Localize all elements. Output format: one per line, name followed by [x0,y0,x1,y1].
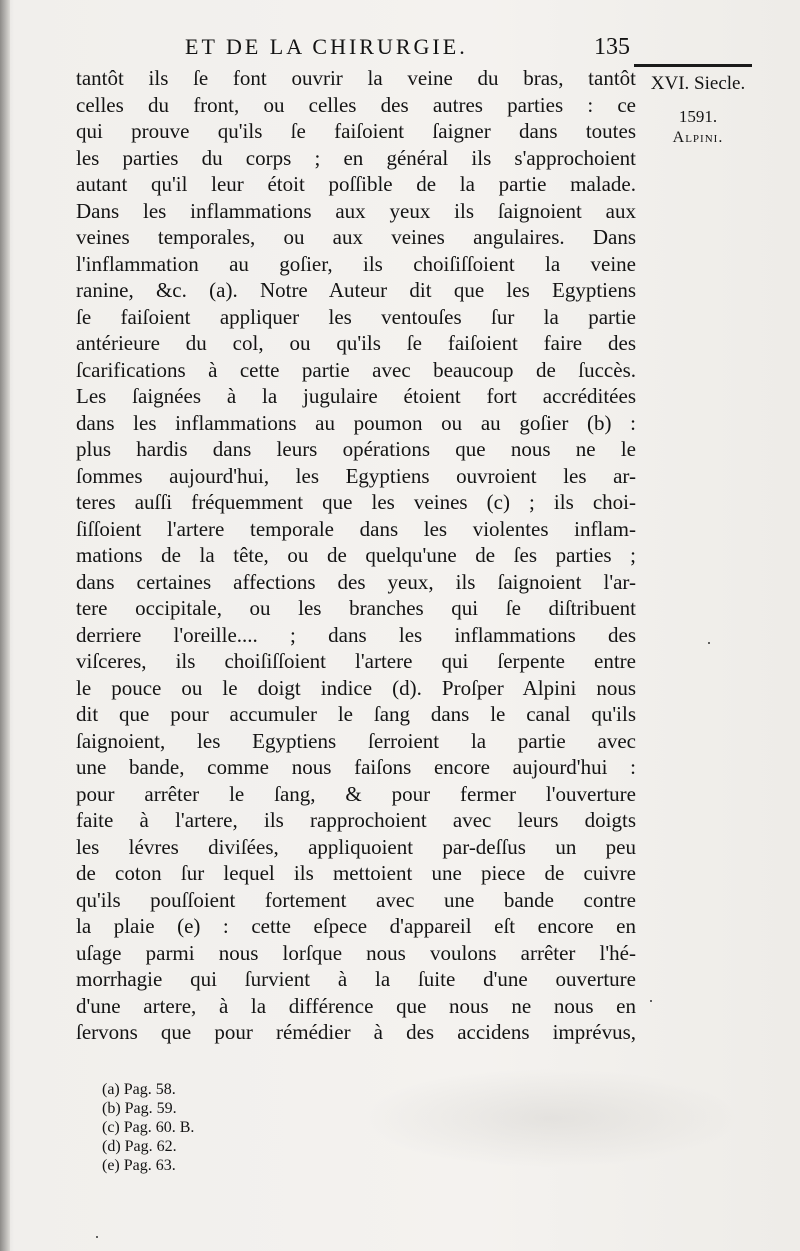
text-line: ſe faiſoient appliquer les ventouſes ſur la partie [76,304,636,329]
text-line: la plaie (e) : cette eſpece d'appareil eſt encore en [76,914,636,938]
text-line: les parties du corps ; en général ils s'approchoient [76,145,636,170]
text-line: ſiſſoient l'artere temporale dans les violentes inflam- [76,516,636,541]
footnotes [102,1080,322,1175]
text-line: faite à l'artere, ils rapprochoient avec leurs doigts [76,808,636,832]
footnote: (e) Pag. 63. [102,1157,176,1174]
text-line: teres auſſi fréquemment que les veines (c) ; ils choi- [76,490,636,514]
margin-century: XVI. Siecle. [650,73,746,94]
text-line: les lévres diviſées, appliquoient par-deſſus un peu [76,834,636,859]
text-line: antérieure du col, ou qu'ils ſe faiſoient faire des [76,331,636,355]
text-line: Dans les inflammations aux yeux ils ſaignoient aux [76,198,636,223]
text-line: viſceres, ils choiſiſſoient l'artere qui ſerpente entre [76,649,636,673]
text-line: ſommes aujourd'hui, les Egyptiens ouvroient les ar- [76,463,636,488]
binding-shadow [0,0,10,1251]
text-line: plus hardis dans leurs opérations que nous ne le [76,437,636,461]
margin-rule [634,64,752,67]
show-through-smudge [360,1068,740,1168]
text-line: Les ſaignées à la jugulaire étoient fort accréditées [76,384,636,408]
text-line: celles du front, ou celles des autres parties : ce [76,92,636,117]
text-line: tantôt ils ſe font ouvrir la veine du bras, tantôt [76,66,636,90]
footnote: (a) Pag. 58. [102,1081,176,1098]
text-line: ſcarifications à cette partie avec beaucoup de ſuccès. [76,357,636,382]
text-line: pour arrêter le ſang, & pour fermer l'ouverture [76,781,636,806]
ink-speck [650,1000,652,1002]
margin-author: Alpini. [672,129,724,146]
text-line: derriere l'oreille.... ; dans les inflammations des [76,622,636,647]
text-line: morrhagie qui ſurvient à la ſuite d'une ouverture [76,967,636,991]
text-line: ſervons que pour rémédier à des accidens imprévus, [76,1020,636,1044]
footnote: (b) Pag. 59. [102,1100,177,1117]
ink-speck [708,642,710,644]
text-line: l'inflammation au goſier, ils choiſiſſoient la veine [76,251,636,276]
text-line: ſaignoient, les Egyptiens ſerroient la partie avec [76,728,636,753]
text-line: qu'ils pouſſoient fortement avec une bande contre [76,887,636,912]
running-title: ET DE LA CHIRURGIE. [185,34,468,59]
text-line: une bande, comme nous faiſons encore aujourd'hui : [76,755,636,779]
page-number: 135 [594,34,630,60]
text-line: mations de la tête, ou de quelqu'une de ſes parties ; [76,543,636,567]
text-line: le pouce ou le doigt indice (d). Proſper Alpini nous [76,675,636,700]
text-line: qui prouve qu'ils ſe faiſoient ſaigner dans toutes [76,119,636,143]
running-head [185,34,630,60]
ink-speck [96,1236,98,1238]
text-line: tere occipitale, ou les branches qui ſe diſtribuent [76,596,636,620]
margin-note [633,72,763,148]
text-line: uſage parmi nous lorſque nous voulons arrêter l'hé- [76,940,636,965]
text-line: dit que pour accumuler le ſang dans le canal qu'ils [76,702,636,726]
text-line: veines temporales, ou aux veines angulaires. Dans [76,225,636,249]
text-line: de coton ſur lequel ils mettoient une piece de cuivre [76,861,636,885]
text-line: d'une artere, à la différence que nous ne nous en [76,993,636,1018]
text-line: ranine, &c. (a). Notre Auteur dit que les Egyptiens [76,278,636,302]
text-line: dans les inflammations au poumon ou au goſier (b) : [76,410,636,435]
body-text [76,65,636,1046]
text-line: autant qu'il leur étoit poſſible de la partie malade. [76,172,636,196]
footnote: (c) Pag. 60. B. [102,1119,195,1136]
text-line: dans certaines affections des yeux, ils ſaignoient l'ar- [76,569,636,594]
margin-year: 1591. [678,107,718,126]
footnote: (d) Pag. 62. [102,1138,177,1155]
